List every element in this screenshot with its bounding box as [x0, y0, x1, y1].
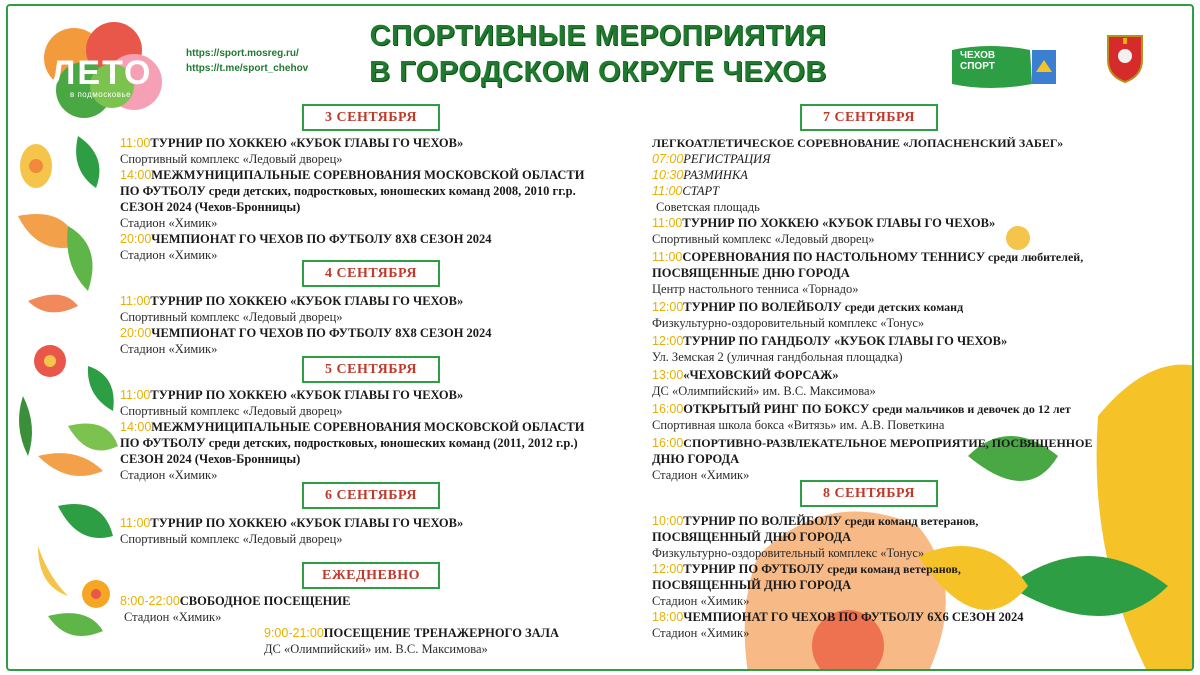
event-line [264, 626, 559, 641]
event-venue: Стадион «Химик» [652, 626, 750, 640]
event-time: 16:00 [652, 436, 684, 450]
event-line [652, 436, 1092, 451]
event-venue: Спортивный комплекс «Ледовый дворец» [120, 310, 343, 324]
event-line [652, 334, 1007, 349]
event-time: 14:00 [120, 168, 152, 182]
event-time: 9:00-21:00 [264, 626, 324, 640]
event-detail: СЕЗОН 2024 (Чехов-Бронницы) [120, 200, 301, 214]
event-detail: среди любителей, [985, 250, 1084, 264]
event-time: 16:00 [652, 402, 684, 416]
event-venue: Стадион «Химик» [120, 342, 218, 356]
poster-frame [6, 4, 1194, 671]
link-telegram[interactable]: https://t.me/sport_chehov [186, 63, 309, 74]
event-time: 10:00 [652, 514, 684, 528]
event-line [652, 168, 748, 183]
event-time: 11:00 [652, 184, 683, 198]
event-time: 11:00 [120, 516, 151, 530]
event-time: 14:00 [120, 420, 152, 434]
event-title: ТУРНИР ПО ХОККЕЮ «КУБОК ГЛАВЫ ГО ЧЕХОВ» [682, 216, 996, 230]
date-header-sep-8: 8 СЕНТЯБРЯ [800, 480, 938, 507]
event-title: ЛЕГКОАТЛЕТИЧЕСКОЕ СОРЕВНОВАНИЕ «ЛОПАСНЕНСКИЙ ЗАБЕГ» [652, 136, 1064, 150]
event-line [120, 326, 492, 341]
event-venue: Советская площадь [656, 200, 760, 214]
event-time: 11:00 [652, 216, 683, 230]
event-title: ТУРНИР ПО ГАНДБОЛУ «КУБОК ГЛАВЫ ГО ЧЕХОВ» [683, 334, 1008, 348]
event-venue: ДС «Олимпийский» им. В.С. Максимова» [652, 384, 876, 398]
event-detail: среди детских, подростковых, юношеских команд (2011, 2012 г.р.) [205, 436, 578, 450]
date-header-daily: ЕЖЕДНЕВНО [302, 562, 440, 589]
decor-leaves-left [8, 126, 138, 666]
event-detail: среди мальчиков и девочек до 12 лет [869, 402, 1071, 416]
date-header-sep-6: 6 СЕНТЯБРЯ [302, 482, 440, 509]
event-title: ЧЕМПИОНАТ ГО ЧЕХОВ ПО ФУТБОЛУ 6Х6 СЕЗОН 2024 [683, 610, 1024, 624]
logo-word: ЛЕТО [51, 54, 153, 92]
event-title: СВОБОДНОЕ ПОСЕЩЕНИЕ [179, 594, 351, 608]
event-line [652, 402, 1071, 417]
logo-subtitle: в подмосковье [70, 90, 132, 99]
event-venue: Стадион «Химик» [120, 468, 218, 482]
event-detail: среди детских команд [841, 300, 964, 314]
event-venue: Спортивный комплекс «Ледовый дворец» [652, 232, 875, 246]
event-step: СТАРТ [682, 184, 720, 198]
event-venue: Стадион «Химик» [120, 216, 218, 230]
event-time: 11:00 [120, 294, 151, 308]
event-title: ТУРНИР ПО ХОККЕЮ «КУБОК ГЛАВЫ ГО ЧЕХОВ» [150, 294, 464, 308]
event-line [652, 184, 719, 199]
event-venue: Спортивная школа бокса «Витязь» им. А.В. Поветкина [652, 418, 945, 432]
event-detail: среди команд ветеранов, [824, 562, 961, 576]
badge-line-2: СПОРТ [960, 61, 995, 72]
event-detail: ДНЮ ГОРОДА [652, 452, 740, 466]
event-time: 20:00 [120, 232, 152, 246]
badge-line-1: ЧЕХОВ [960, 50, 996, 61]
links-block [186, 46, 308, 76]
date-header-sep-7: 7 СЕНТЯБРЯ [800, 104, 938, 131]
event-title: ТУРНИР ПО ХОККЕЮ «КУБОК ГЛАВЫ ГО ЧЕХОВ» [150, 136, 464, 150]
date-header-sep-3: 3 СЕНТЯБРЯ [302, 104, 440, 131]
event-title: ПОСЕЩЕНИЕ ТРЕНАЖЕРНОГО ЗАЛА [323, 626, 560, 640]
event-venue: Физкультурно-оздоровительный комплекс «Тонус» [652, 546, 925, 560]
event-detail: среди детских, подростковых, юношеских команд 2008, 2010 гг.р. [205, 184, 576, 198]
event-venue: Стадион «Химик» [120, 248, 218, 262]
event-line [652, 610, 1024, 625]
event-title: «ЧЕХОВСКИЙ ФОРСАЖ» [683, 368, 839, 382]
event-line [120, 184, 576, 199]
event-title: МЕЖМУНИЦИПАЛЬНЫЕ СОРЕВНОВАНИЯ МОСКОВСКОЙ ОБЛАСТИ [151, 420, 585, 434]
event-venue: Стадион «Химик» [652, 594, 750, 608]
event-line [120, 516, 463, 531]
event-title: ЧЕМПИОНАТ ГО ЧЕХОВ ПО ФУТБОЛУ 8Х8 СЕЗОН 2024 [151, 232, 492, 246]
event-line [652, 250, 1083, 265]
event-line [120, 436, 578, 451]
event-step: РАЗМИНКА [683, 168, 748, 182]
event-title: ТУРНИР ПО ВОЛЕЙБОЛУ [683, 514, 842, 528]
event-line [120, 388, 463, 403]
event-title: ТУРНИР ПО ВОЛЕЙБОЛУ [683, 300, 842, 314]
event-title: СОРЕВНОВАНИЯ ПО НАСТОЛЬНОМУ ТЕННИСУ [682, 250, 986, 264]
event-time: 12:00 [652, 562, 684, 576]
event-line [120, 168, 584, 183]
event-line [120, 232, 492, 247]
event-venue: Стадион «Химик» [652, 468, 750, 482]
event-venue: ДС «Олимпийский» им. В.С. Максимова» [264, 642, 488, 656]
event-line [652, 514, 978, 529]
link-sport-mosreg[interactable]: https://sport.mosreg.ru/ [186, 48, 299, 59]
title-line-2: В ГОРОДСКОМ ОКРУГЕ ЧЕХОВ [369, 56, 827, 88]
event-title: ТУРНИР ПО ФУТБОЛУ [683, 562, 825, 576]
event-title: ТУРНИР ПО ХОККЕЮ «КУБОК ГЛАВЫ ГО ЧЕХОВ» [150, 388, 464, 402]
event-title: ОТКРЫТЫЙ РИНГ ПО БОКСУ [683, 402, 870, 416]
event-title: ПО ФУТБОЛУ [120, 436, 206, 450]
event-time: 13:00 [652, 368, 684, 382]
event-venue: Спортивный комплекс «Ледовый дворец» [120, 404, 343, 418]
event-title: ЧЕМПИОНАТ ГО ЧЕХОВ ПО ФУТБОЛУ 8Х8 СЕЗОН 2024 [151, 326, 492, 340]
page-title [338, 18, 858, 90]
event-time: 12:00 [652, 334, 684, 348]
event-time: 12:00 [652, 300, 684, 314]
event-line [120, 420, 584, 435]
event-time: 11:00 [652, 250, 683, 264]
event-time: 10:30 [652, 168, 684, 182]
event-line [652, 562, 961, 577]
event-line [652, 216, 995, 231]
event-time: 11:00 [120, 136, 151, 150]
event-line [652, 300, 963, 315]
event-detail: ПОСВЯЩЕННЫЕ ДНЮ ГОРОДА [652, 266, 850, 280]
title-line-1: СПОРТИВНЫЕ МЕРОПРИЯТИЯ [369, 20, 827, 52]
event-time: 07:00 [652, 152, 684, 166]
event-detail: СЕЗОН 2024 (Чехов-Бронницы) [120, 452, 301, 466]
event-venue: Стадион «Химик» [124, 610, 222, 624]
date-header-sep-5: 5 СЕНТЯБРЯ [302, 356, 440, 383]
event-title: ТУРНИР ПО ХОККЕЮ «КУБОК ГЛАВЫ ГО ЧЕХОВ» [150, 516, 464, 530]
event-venue: Физкультурно-оздоровительный комплекс «Тонус» [652, 316, 925, 330]
event-time: 20:00 [120, 326, 152, 340]
event-time: 11:00 [120, 388, 151, 402]
event-time: 18:00 [652, 610, 684, 624]
date-header-sep-4: 4 СЕНТЯБРЯ [302, 260, 440, 287]
event-line [120, 136, 463, 151]
event-venue: Ул. Земская 2 (уличная гандбольная площадка) [652, 350, 903, 364]
event-line [120, 594, 350, 609]
event-line [652, 152, 770, 167]
event-line [120, 294, 463, 309]
event-title: СПОРТИВНО-РАЗВЛЕКАТЕЛЬНОЕ МЕРОПРИЯТИЕ, ПОСВЯЩЕННОЕ [683, 436, 1093, 450]
event-step: РЕГИСТРАЦИЯ [683, 152, 771, 166]
event-title: ПО ФУТБОЛУ [120, 184, 206, 198]
coat-of-arms-icon [1104, 30, 1146, 84]
badge-text [960, 50, 995, 72]
event-detail: ПОСВЯЩЕННЫЙ ДНЮ ГОРОДА [652, 530, 852, 544]
event-time: 8:00-22:00 [120, 594, 180, 608]
event-venue: Спортивный комплекс «Ледовый дворец» [120, 152, 343, 166]
event-detail: ПОСВЯЩЕННЫЙ ДНЮ ГОРОДА [652, 578, 852, 592]
event-venue: Спортивный комплекс «Ледовый дворец» [120, 532, 343, 546]
event-detail: среди команд ветеранов, [841, 514, 979, 528]
event-venue: Центр настольного тенниса «Торнадо» [652, 282, 859, 296]
event-title: МЕЖМУНИЦИПАЛЬНЫЕ СОРЕВНОВАНИЯ МОСКОВСКОЙ ОБЛАСТИ [151, 168, 585, 182]
event-line [652, 368, 839, 383]
